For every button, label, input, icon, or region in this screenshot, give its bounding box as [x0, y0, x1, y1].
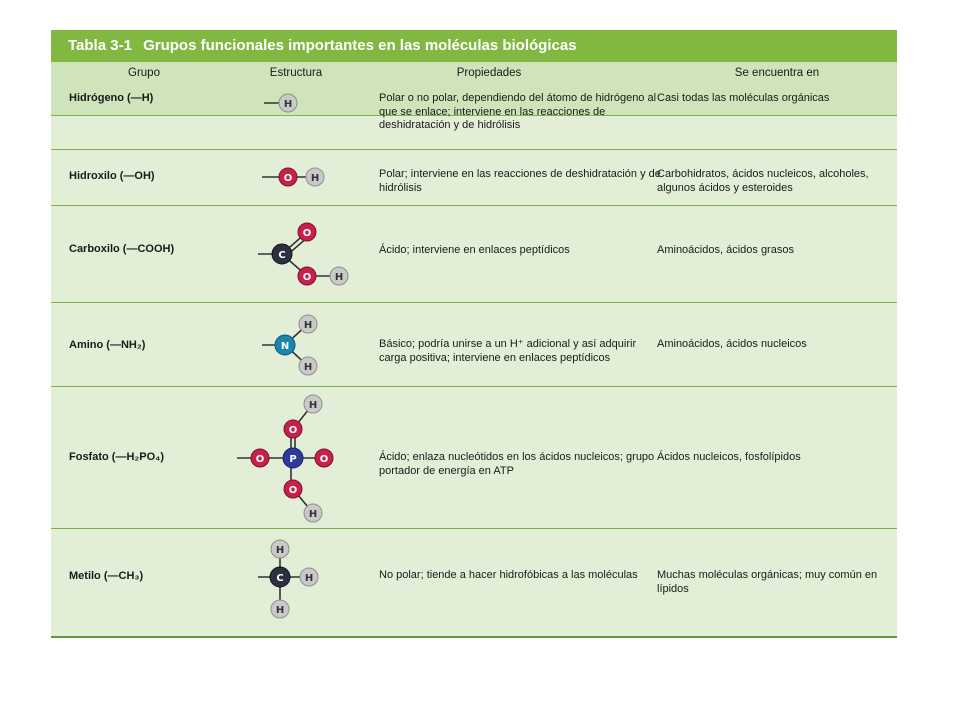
header-propiedades: Propiedades [456, 67, 522, 79]
atom-label: H [308, 400, 318, 411]
atom-label: O [319, 454, 329, 465]
atom-label: H [334, 272, 344, 283]
table-title-bar [51, 30, 897, 62]
row-propiedades: Polar; interviene en las reacciones de deshidratación y de hidrólisis [379, 168, 661, 194]
row-propiedades: No polar; tiende a hacer hidrofóbicas a las moléculas [379, 569, 638, 581]
atom-label: O [302, 272, 312, 283]
atom-label: C [278, 250, 286, 261]
row-se-encuentra: Carbohidratos, ácidos nucleicos, alcoholes, algunos ácidos y esteroides [657, 168, 869, 194]
row-grupo: Hidrógeno (—H) [69, 92, 154, 104]
atom-label: H [304, 573, 314, 584]
row-se-encuentra: Ácidos nucleicos, fosfolípidos [657, 451, 801, 463]
atom-label: H [275, 545, 285, 556]
table-row-fosfato [51, 387, 897, 529]
atom-label: O [283, 173, 293, 184]
table-row-amino [51, 303, 897, 387]
row-grupo: Fosfato (—H₂PO₄) [69, 451, 165, 463]
row-se-encuentra: Aminoácidos, ácidos grasos [657, 244, 794, 256]
row-grupo: Carboxilo (—COOH) [69, 243, 175, 255]
header-grupo: Grupo [128, 67, 160, 79]
atom-label: H [303, 320, 313, 331]
row-propiedades: Ácido; interviene en enlaces peptídicos [379, 244, 570, 256]
atom-label: O [288, 425, 298, 436]
header-estructura: Estructura [269, 67, 323, 79]
functional-groups-table [51, 30, 897, 638]
atom-label: O [288, 485, 298, 496]
atom-label: C [276, 573, 284, 584]
header-se-encuentra: Se encuentra en [734, 67, 820, 79]
table-row-hidroxilo [51, 150, 897, 206]
atom-label: O [255, 454, 265, 465]
row-grupo: Amino (—NH₂) [69, 339, 146, 351]
row-grupo: Hidroxilo (—OH) [69, 170, 155, 182]
atom-label: P [289, 454, 297, 465]
atom-label: H [308, 509, 318, 520]
table-number: Tabla 3-1 [68, 37, 132, 54]
atom-label: H [310, 173, 320, 184]
table-bottom-rule [51, 636, 897, 638]
atom-label: O [302, 228, 312, 239]
row-propiedades: Ácido; enlaza nucleótidos en los ácidos nucleicos; grupo portador de energía en ATP [379, 451, 655, 477]
row-propiedades: Básico; podría unirse a un H⁺ adicional y así adquirir carga positiva; interviene en enlaces peptídicos [379, 338, 637, 364]
atom-label: H [303, 362, 313, 373]
table-row-carboxilo [51, 206, 897, 303]
row-se-encuentra: Muchas moléculas orgánicas; muy común en lípidos [657, 569, 878, 595]
row-se-encuentra: Aminoácidos, ácidos nucleicos [657, 338, 807, 350]
row-propiedades: Polar o no polar, dependiendo del átomo de hidrógeno al que se enlace; interviene en las reacciones de deshidratación y de hidrólisis [379, 92, 657, 131]
row-se-encuentra: Casi todas las moléculas orgánicas [657, 92, 830, 104]
table-title: Grupos funcionales importantes en las moléculas biológicas [143, 37, 577, 54]
row-grupo: Metilo (—CH₃) [69, 570, 144, 582]
table-row-metilo [51, 529, 897, 636]
table-row-hidrogeno [51, 86, 897, 150]
atom-label: H [275, 605, 285, 616]
atom-label: N [280, 341, 290, 352]
atom-label: H [283, 99, 293, 110]
